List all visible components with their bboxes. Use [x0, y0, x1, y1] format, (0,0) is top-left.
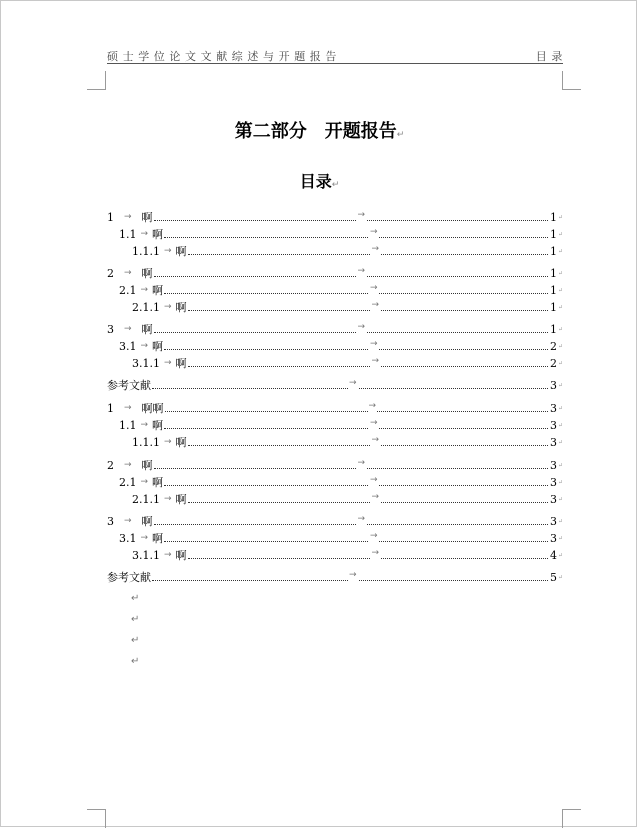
paragraph-mark-icon: ↵	[331, 180, 340, 190]
toc-entry-page: 3	[549, 436, 557, 449]
toc-entry-title: 啊	[141, 459, 153, 472]
toc-entry-title: 参考文献	[107, 379, 151, 392]
crop-mark-bottom-right	[562, 809, 581, 828]
paragraph-mark-icon: ↵	[557, 439, 563, 446]
toc-entry[interactable]	[107, 458, 563, 471]
toc-entry-title: 啊	[152, 340, 164, 353]
page-title-text: 第二部分 开题报告	[234, 121, 397, 142]
toc-entry[interactable]	[119, 418, 563, 431]
toc-entry-page: 4	[549, 549, 557, 562]
tab-arrow-icon: →	[124, 212, 132, 222]
toc-entry-number: 2	[107, 267, 114, 280]
tab-arrow-icon: →	[357, 458, 366, 468]
tab-arrow-icon: →	[371, 548, 380, 558]
tab-arrow-icon: →	[371, 492, 380, 502]
tab-arrow-icon: →	[371, 356, 380, 366]
toc-entry-number: 2	[107, 459, 114, 472]
toc-entry-page: 1	[549, 267, 557, 280]
dot-leader	[154, 458, 548, 469]
toc-entry-number: 1	[107, 402, 114, 415]
empty-paragraph-mark-icon[interactable]: ↵	[131, 593, 140, 604]
toc-entry[interactable]	[132, 300, 563, 313]
paragraph-mark-icon: ↵	[557, 552, 563, 559]
page-title[interactable]	[1, 117, 637, 143]
toc-entry-page: 2	[549, 357, 557, 370]
toc-entry-page: 1	[549, 323, 557, 336]
dot-leader	[188, 244, 548, 255]
dot-leader	[188, 356, 548, 367]
toc-entry-title: 啊	[175, 436, 187, 449]
toc-entry-page: 3	[549, 379, 557, 392]
paragraph-mark-icon: ↵	[557, 422, 563, 429]
toc-entry-title: 啊	[141, 515, 153, 528]
toc-entry-title: 啊	[175, 549, 187, 562]
toc-entry-number: 2.1.1	[132, 301, 160, 314]
toc-entry-title: 啊	[152, 284, 164, 297]
paragraph-mark-icon: ↵	[557, 496, 563, 503]
toc-entry[interactable]	[107, 401, 563, 414]
toc-entry-page: 1	[549, 301, 557, 314]
paragraph-mark-icon: ↵	[557, 214, 563, 221]
paragraph-mark-icon: ↵	[557, 479, 563, 486]
dot-leader	[165, 401, 548, 412]
dot-leader	[164, 339, 548, 350]
tab-arrow-icon: →	[124, 268, 132, 278]
toc-entry-number: 1.1.1	[132, 436, 160, 449]
tab-arrow-icon: →	[164, 550, 172, 560]
toc-entry-page: 3	[549, 402, 557, 415]
dot-leader	[164, 531, 548, 542]
tab-arrow-icon: →	[164, 437, 172, 447]
toc-entry[interactable]	[119, 339, 563, 352]
tab-arrow-icon: →	[140, 285, 149, 295]
toc-entry-page: 1	[549, 228, 557, 241]
tab-arrow-icon: →	[370, 227, 378, 237]
tab-arrow-icon: →	[124, 516, 132, 526]
dot-leader	[154, 210, 548, 221]
toc-entry[interactable]	[107, 570, 563, 583]
paragraph-mark-icon: ↵	[557, 535, 563, 542]
toc-entry-title: 啊	[152, 476, 164, 489]
paragraph-mark-icon: ↵	[396, 130, 405, 140]
toc-entry-number: 1.1.1	[132, 245, 160, 258]
tab-arrow-icon: →	[124, 403, 132, 413]
dot-leader	[188, 435, 548, 446]
toc-entry-number: 2.1	[119, 284, 137, 297]
dot-leader	[188, 548, 548, 559]
toc-entry-title: 啊	[141, 323, 153, 336]
toc-entry-page: 3	[549, 476, 557, 489]
tab-arrow-icon: →	[357, 266, 366, 276]
tab-arrow-icon: →	[371, 435, 380, 445]
tab-arrow-icon: →	[164, 302, 172, 312]
tab-arrow-icon: →	[140, 533, 149, 543]
dot-leader	[152, 570, 548, 581]
toc-entry-page: 3	[549, 459, 557, 472]
paragraph-mark-icon: ↵	[557, 326, 563, 333]
toc-entry[interactable]	[107, 210, 563, 223]
toc-entry-number: 3.1	[119, 532, 137, 545]
tab-arrow-icon: →	[370, 531, 378, 541]
dot-leader	[164, 283, 548, 294]
toc-entry-page: 3	[549, 532, 557, 545]
toc-entry[interactable]	[132, 435, 563, 448]
paragraph-mark-icon: ↵	[557, 304, 563, 311]
dot-leader	[188, 492, 548, 503]
toc-entry-title: 啊	[152, 228, 164, 241]
toc-entry-number: 3	[107, 515, 114, 528]
tab-arrow-icon: →	[357, 210, 366, 220]
paragraph-mark-icon: ↵	[557, 231, 563, 238]
dot-leader	[154, 322, 548, 333]
tab-arrow-icon: →	[124, 460, 132, 470]
toc-entry-title: 啊	[141, 211, 153, 224]
toc-entry[interactable]	[119, 531, 563, 544]
dot-leader	[188, 300, 548, 311]
toc-entry-number: 2.1	[119, 476, 137, 489]
crop-mark-bottom-left	[87, 809, 106, 828]
toc-entry[interactable]	[132, 492, 563, 505]
crop-mark-top-left	[87, 71, 106, 90]
paragraph-mark-icon: ↵	[557, 360, 563, 367]
toc-entry-number: 3.1.1	[132, 549, 160, 562]
toc-entry-title: 啊	[175, 245, 187, 258]
tab-arrow-icon: →	[164, 358, 172, 368]
toc-entry-page: 1	[549, 211, 557, 224]
tab-arrow-icon: →	[349, 378, 357, 388]
toc-entry[interactable]	[132, 548, 563, 561]
tab-arrow-icon: →	[140, 420, 149, 430]
tab-arrow-icon: →	[371, 244, 380, 254]
toc-entry-number: 2.1.1	[132, 493, 160, 506]
tab-arrow-icon: →	[368, 401, 377, 411]
toc-entry-title: 啊	[152, 419, 164, 432]
toc-entry-page: 5	[549, 571, 557, 584]
paragraph-mark-icon: ↵	[557, 248, 563, 255]
empty-paragraph-mark-icon[interactable]: ↵	[131, 656, 140, 667]
tab-arrow-icon: →	[370, 475, 378, 485]
tab-arrow-icon: →	[370, 418, 378, 428]
page-header	[107, 47, 567, 64]
toc-entry-page: 1	[549, 284, 557, 297]
toc-entry-title: 参考文献	[107, 571, 151, 584]
toc-entry-number: 3	[107, 323, 114, 336]
toc-entry[interactable]	[132, 244, 563, 257]
tab-arrow-icon: →	[140, 229, 149, 239]
toc-entry[interactable]	[119, 227, 563, 240]
tab-arrow-icon: →	[370, 339, 378, 349]
tab-arrow-icon: →	[371, 300, 380, 310]
tab-arrow-icon: →	[140, 477, 149, 487]
dot-leader	[164, 475, 548, 486]
toc-entry[interactable]	[107, 322, 563, 335]
dot-leader	[164, 418, 548, 429]
toc-entry[interactable]	[119, 475, 563, 488]
tab-arrow-icon: →	[349, 570, 357, 580]
tab-arrow-icon: →	[164, 494, 172, 504]
toc-entry-title: 啊	[175, 357, 187, 370]
tab-arrow-icon: →	[124, 324, 132, 334]
toc-entry-number: 1	[107, 211, 114, 224]
dot-leader	[154, 266, 548, 277]
paragraph-mark-icon: ↵	[557, 574, 563, 581]
toc-entry-title: 啊	[175, 493, 187, 506]
dot-leader	[152, 378, 548, 389]
tab-arrow-icon: →	[357, 514, 366, 524]
toc-entry-page: 2	[549, 340, 557, 353]
toc-entry-title: 啊啊	[141, 402, 164, 415]
toc-entry-number: 1.1	[119, 228, 137, 241]
dot-leader	[164, 227, 548, 238]
toc-entry-number: 3.1.1	[132, 357, 160, 370]
paragraph-mark-icon: ↵	[557, 270, 563, 277]
toc-entry[interactable]	[107, 378, 563, 391]
header-right-text: 目录	[535, 50, 567, 63]
toc-entry-page: 3	[549, 419, 557, 432]
toc-entry-title: 啊	[141, 267, 153, 280]
paragraph-mark-icon: ↵	[557, 462, 563, 469]
toc-entry[interactable]	[107, 266, 563, 279]
toc-entry-page: 3	[549, 493, 557, 506]
crop-mark-top-right	[562, 71, 581, 90]
empty-paragraph-mark-icon[interactable]: ↵	[131, 614, 140, 625]
toc-entry[interactable]	[119, 283, 563, 296]
paragraph-mark-icon: ↵	[557, 405, 563, 412]
toc-entry[interactable]	[132, 356, 563, 369]
paragraph-mark-icon: ↵	[557, 343, 563, 350]
toc-entry-page: 3	[549, 515, 557, 528]
toc-entry[interactable]	[107, 514, 563, 527]
tab-arrow-icon: →	[140, 341, 149, 351]
toc-entry-title: 啊	[152, 532, 164, 545]
toc-entry-number: 3.1	[119, 340, 137, 353]
dot-leader	[154, 514, 548, 525]
paragraph-mark-icon: ↵	[557, 382, 563, 389]
toc-entry-page: 1	[549, 245, 557, 258]
empty-paragraph-mark-icon[interactable]: ↵	[131, 635, 140, 646]
toc-entry-number: 1.1	[119, 419, 137, 432]
tab-arrow-icon: →	[370, 283, 378, 293]
toc-heading-text: 目录	[299, 172, 332, 191]
paragraph-mark-icon: ↵	[557, 287, 563, 294]
tab-arrow-icon: →	[164, 246, 172, 256]
header-left-text: 硕士学位论文文献综述与开题报告	[107, 50, 341, 63]
toc-heading[interactable]	[1, 169, 637, 192]
toc-entry-title: 啊	[175, 301, 187, 314]
paragraph-mark-icon: ↵	[557, 518, 563, 525]
tab-arrow-icon: →	[357, 322, 366, 332]
